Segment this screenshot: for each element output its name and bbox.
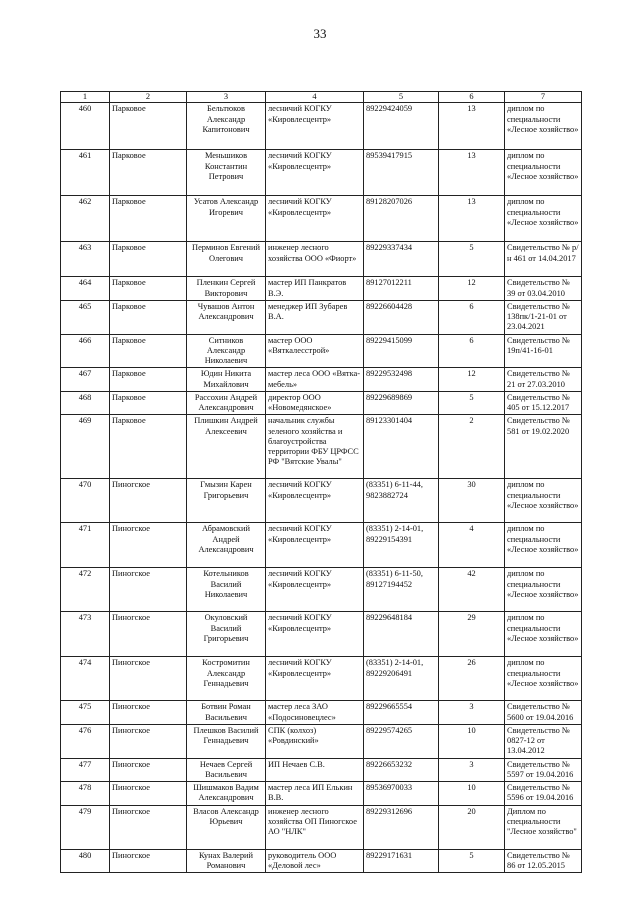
district-cell: Пиногское [110, 657, 187, 701]
position-cell: мастер леса ЗАО «Подосиновецлес» [266, 701, 364, 725]
table-row [61, 277, 582, 301]
experience-cell: 42 [439, 568, 505, 612]
experience-cell: 20 [439, 805, 505, 849]
district-cell: Пиногское [110, 479, 187, 523]
table-row [61, 415, 582, 479]
experience-cell: 6 [439, 300, 505, 334]
row-number-cell: 466 [61, 334, 110, 368]
document-cell: Свидетельство № 5600 от 19.04.2016 [505, 701, 582, 725]
district-cell: Парковое [110, 334, 187, 368]
person-name-cell: Плишкин Андрей Алексеевич [187, 415, 266, 479]
position-cell: лесничий КОГКУ «Кировлесцентр» [266, 568, 364, 612]
phone-cell: 89229689869 [364, 391, 439, 415]
position-cell: инженер лесного хозяйства ОП Пиногское АО "НЛК" [266, 805, 364, 849]
row-number-cell: 463 [61, 242, 110, 277]
table-row [61, 657, 582, 701]
district-cell: Пиногское [110, 758, 187, 782]
row-number-cell: 472 [61, 568, 110, 612]
row-number-cell: 474 [61, 657, 110, 701]
registry-table [60, 91, 582, 873]
position-cell: лесничий КОГКУ «Кировлесцентр» [266, 479, 364, 523]
document-cell: диплом по специальности «Лесное хозяйство» [505, 479, 582, 523]
table-row [61, 701, 582, 725]
district-cell: Парковое [110, 150, 187, 196]
table-row [61, 300, 582, 334]
position-cell: менеджер ИП Зубарев В.А. [266, 300, 364, 334]
district-cell: Пиногское [110, 612, 187, 657]
district-cell: Пиногское [110, 568, 187, 612]
experience-cell: 13 [439, 103, 505, 150]
row-number-cell: 470 [61, 479, 110, 523]
person-name-cell: Власов Александр Юрьевич [187, 805, 266, 849]
table-row [61, 782, 582, 806]
document-cell: Свидетельство № 86 от 12.05.2015 [505, 849, 582, 873]
table-row [61, 196, 582, 242]
experience-cell: 29 [439, 612, 505, 657]
experience-cell: 12 [439, 277, 505, 301]
position-cell: руководитель ООО «Деловой лес» [266, 849, 364, 873]
document-cell: диплом по специальности «Лесное хозяйство» [505, 103, 582, 150]
district-cell: Пиногское [110, 805, 187, 849]
experience-cell: 3 [439, 701, 505, 725]
table-row [61, 849, 582, 873]
position-cell: мастер ИП Панкратов В.Э. [266, 277, 364, 301]
district-cell: Парковое [110, 300, 187, 334]
experience-cell: 4 [439, 523, 505, 568]
experience-cell: 5 [439, 849, 505, 873]
row-number-cell: 467 [61, 368, 110, 392]
experience-cell: 26 [439, 657, 505, 701]
experience-cell: 6 [439, 334, 505, 368]
document-cell: Свидетельство № 19п/41-16-01 [505, 334, 582, 368]
row-number-cell: 464 [61, 277, 110, 301]
person-name-cell: Чувашов Антон Александрович [187, 300, 266, 334]
phone-cell: 89229337434 [364, 242, 439, 277]
row-number-cell: 480 [61, 849, 110, 873]
person-name-cell: Костромитин Александр Геннадьевич [187, 657, 266, 701]
row-number-cell: 473 [61, 612, 110, 657]
document-cell: Свидетельство № 39 от 03.04.2010 [505, 277, 582, 301]
header-cell: 2 [110, 92, 187, 103]
header-cell: 1 [61, 92, 110, 103]
person-name-cell: Рассохин Андрей Александрович [187, 391, 266, 415]
page-number: 33 [313, 26, 327, 41]
position-cell: лесничий КОГКУ «Кировлесцентр» [266, 612, 364, 657]
row-number-cell: 478 [61, 782, 110, 806]
person-name-cell: Ботвин Роман Васильевич [187, 701, 266, 725]
position-cell: лесничий КОГКУ «Кировлесцентр» [266, 150, 364, 196]
phone-cell: 89226604428 [364, 300, 439, 334]
document-cell: диплом по специальности «Лесное хозяйство» [505, 612, 582, 657]
phone-cell: (83351) 6-11-50, 89127194452 [364, 568, 439, 612]
phone-cell: 89229312696 [364, 805, 439, 849]
person-name-cell: Шишмаков Вадим Александрович [187, 782, 266, 806]
position-cell: инженер лесного хозяйства ООО «Фиорт» [266, 242, 364, 277]
row-number-cell: 461 [61, 150, 110, 196]
phone-cell: 89229171631 [364, 849, 439, 873]
phone-cell: 89229574265 [364, 724, 439, 758]
experience-cell: 2 [439, 415, 505, 479]
table-row [61, 103, 582, 150]
position-cell: ИП Нечаев С.В. [266, 758, 364, 782]
table-body [61, 92, 582, 873]
row-number-cell: 469 [61, 415, 110, 479]
row-number-cell: 471 [61, 523, 110, 568]
position-cell: мастер леса ООО «Вятка-мебель» [266, 368, 364, 392]
row-number-cell: 475 [61, 701, 110, 725]
person-name-cell: Юдин Никита Михайлович [187, 368, 266, 392]
district-cell: Парковое [110, 415, 187, 479]
position-cell: лесничий КОГКУ «Кировлесцентр» [266, 523, 364, 568]
person-name-cell: Котельников Василий Николаевич [187, 568, 266, 612]
table-row [61, 568, 582, 612]
phone-cell: (83351) 2-14-01, 89229154391 [364, 523, 439, 568]
person-name-cell: Гмызин Карен Григорьевич [187, 479, 266, 523]
phone-cell: 89229415099 [364, 334, 439, 368]
position-cell: лесничий КОГКУ «Кировлесцентр» [266, 103, 364, 150]
row-number-cell: 476 [61, 724, 110, 758]
table-header-row [61, 92, 582, 103]
phone-cell: 89226653232 [364, 758, 439, 782]
position-cell: мастер леса ИП Елькин В.В. [266, 782, 364, 806]
phone-cell: 89229532498 [364, 368, 439, 392]
district-cell: Парковое [110, 391, 187, 415]
phone-cell: 89229424059 [364, 103, 439, 150]
table-row [61, 368, 582, 392]
experience-cell: 12 [439, 368, 505, 392]
document-cell: Свидетельство № р/н 461 от 14.04.2017 [505, 242, 582, 277]
person-name-cell: Нечаев Сергей Васильевич [187, 758, 266, 782]
phone-cell: (83351) 2-14-01, 89229206491 [364, 657, 439, 701]
header-cell: 3 [187, 92, 266, 103]
person-name-cell: Ситников Александр Николаевич [187, 334, 266, 368]
district-cell: Парковое [110, 277, 187, 301]
experience-cell: 10 [439, 724, 505, 758]
row-number-cell: 468 [61, 391, 110, 415]
position-cell: лесничий КОГКУ «Кировлесцентр» [266, 196, 364, 242]
table-row [61, 334, 582, 368]
district-cell: Парковое [110, 196, 187, 242]
district-cell: Пиногское [110, 701, 187, 725]
phone-cell: 89127012211 [364, 277, 439, 301]
phone-cell: 89128207026 [364, 196, 439, 242]
document-cell: Свидетельство № 581 от 19.02.2020 [505, 415, 582, 479]
header-cell: 6 [439, 92, 505, 103]
document-cell: диплом по специальности «Лесное хозяйство» [505, 196, 582, 242]
position-cell: мастер ООО «Вяткалесстрой» [266, 334, 364, 368]
table-row [61, 612, 582, 657]
person-name-cell: Абрамовский Андрей Александрович [187, 523, 266, 568]
row-number-cell: 477 [61, 758, 110, 782]
experience-cell: 10 [439, 782, 505, 806]
district-cell: Парковое [110, 368, 187, 392]
person-name-cell: Окуловский Василий Григорьевич [187, 612, 266, 657]
document-cell: Свидетельство № 0827-12 от 13.04.2012 [505, 724, 582, 758]
table-row [61, 479, 582, 523]
header-cell: 4 [266, 92, 364, 103]
person-name-cell: Меньшиков Константин Петрович [187, 150, 266, 196]
phone-cell: 89229665554 [364, 701, 439, 725]
table-row [61, 724, 582, 758]
row-number-cell: 462 [61, 196, 110, 242]
document-cell: диплом по специальности «Лесное хозяйство» [505, 657, 582, 701]
table-row [61, 391, 582, 415]
phone-cell: 89123301404 [364, 415, 439, 479]
table-row [61, 805, 582, 849]
table-row [61, 150, 582, 196]
phone-cell: (83351) 6-11-44, 9823882724 [364, 479, 439, 523]
district-cell: Пиногское [110, 523, 187, 568]
person-name-cell: Плешков Василий Геннадьевич [187, 724, 266, 758]
table-row [61, 242, 582, 277]
row-number-cell: 460 [61, 103, 110, 150]
experience-cell: 5 [439, 391, 505, 415]
phone-cell: 89536970033 [364, 782, 439, 806]
person-name-cell: Перминов Евгений Олегович [187, 242, 266, 277]
district-cell: Парковое [110, 103, 187, 150]
document-cell: Свидетельство № 138пк/1-21-01 от 23.04.2021 [505, 300, 582, 334]
document-cell: диплом по специальности «Лесное хозяйство» [505, 523, 582, 568]
position-cell: лесничий КОГКУ «Кировлесцентр» [266, 657, 364, 701]
document-cell: Свидетельство № 5596 от 19.04.2016 [505, 782, 582, 806]
phone-cell: 89539417915 [364, 150, 439, 196]
district-cell: Пиногское [110, 782, 187, 806]
table-row [61, 758, 582, 782]
experience-cell: 13 [439, 196, 505, 242]
experience-cell: 5 [439, 242, 505, 277]
document-cell: диплом по специальности «Лесное хозяйство» [505, 568, 582, 612]
person-name-cell: Усатов Александр Игоревич [187, 196, 266, 242]
experience-cell: 3 [439, 758, 505, 782]
table-row [61, 523, 582, 568]
person-name-cell: Пленкин Сергей Викторович [187, 277, 266, 301]
district-cell: Пиногское [110, 724, 187, 758]
person-name-cell: Бельтюков Александр Капитонович [187, 103, 266, 150]
header-cell: 5 [364, 92, 439, 103]
position-cell: СПК (колхоз) «Ровдинский» [266, 724, 364, 758]
district-cell: Парковое [110, 242, 187, 277]
person-name-cell: Кунах Валерий Романович [187, 849, 266, 873]
document-cell: Свидетельство № 5597 от 19.04.2016 [505, 758, 582, 782]
row-number-cell: 465 [61, 300, 110, 334]
experience-cell: 30 [439, 479, 505, 523]
document-cell: Диплом по специальности "Лесное хозяйство" [505, 805, 582, 849]
district-cell: Пиногское [110, 849, 187, 873]
document-cell: диплом по специальности «Лесное хозяйство» [505, 150, 582, 196]
header-cell: 7 [505, 92, 582, 103]
document-cell: Свидетельство № 405 от 15.12.2017 [505, 391, 582, 415]
document-cell: Свидетельство № 21 от 27.03.2010 [505, 368, 582, 392]
phone-cell: 89229648184 [364, 612, 439, 657]
experience-cell: 13 [439, 150, 505, 196]
position-cell: начальник службы зеленого хозяйства и благоустройства территории ФБУ ЦРФСС РФ "Вятские Увалы" [266, 415, 364, 479]
position-cell: директор ООО «Новомедянское» [266, 391, 364, 415]
row-number-cell: 479 [61, 805, 110, 849]
